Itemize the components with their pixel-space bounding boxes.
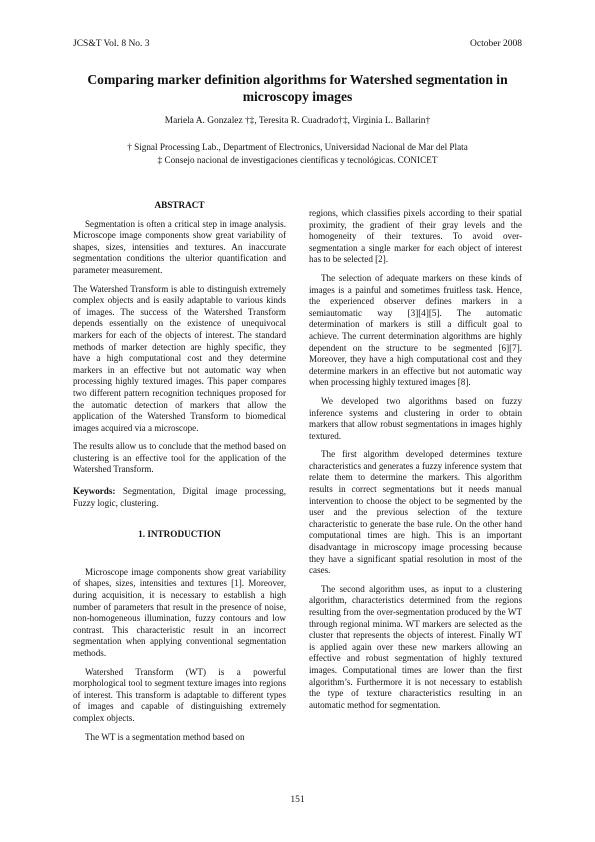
body-paragraph: The first algorithm developed determines texture characteristics and generates a fuzzy inference system that relate them to determine the markers. This algorithm results in correct segmentations but it needs manual intervention to choose the object to be segmented by the user and the previous selection of the texture characteristic to generate the base rule. On the other hand computational times are high. This is an important disadvantage in microscopy image processing because they have a significant spatial resolution in most of the cases. [309,449,522,576]
keywords-label: Keywords: [73,486,116,497]
abstract-paragraph: The results allow us to conclude that the method based on clustering is an effective tool for the application of the Watershed Transform. [73,441,286,475]
keywords [73,486,286,509]
abstract-paragraph: Segmentation is often a critical step in image analysis. Microscope image components show great variability of shapes, sizes, intensities and textures. An inaccurate segmentation conditions the ulterior quantification and parameter measurement. [73,218,286,275]
abstract-heading: ABSTRACT [154,200,205,210]
page-number: 151 [290,795,305,805]
abstract-paragraph: The Watershed Transform is able to distinguish extremely complex objects and is easily adaptable to various kinds of images. The success of the Watershed Transform depends essentially on the existence of unequivocal markers for each of the objects of interest. The standard methods of marker detection are highly specific, they have a high computational cost and they determine markers in an effective but not automatic way when processing highly textured images. This paper compares two different pattern recognition techniques proposed for the automatic detection of markers that allow the application of the Watershed Transform to biomedical images acquired via a microscope. [73,283,286,433]
body-paragraph: regions, which classifies pixels according to their spatial proximity, the gradient of their gray levels and the homogeneity of their textures. To avoid over-segmentation a single marker for each object of interest has to be selected [2]. [309,208,522,265]
body-paragraph: The second algorithm uses, as input to a clustering algorithm, characteristics determined from the regions resulting from the over-segmentation produced by the WT through regional minima. WT markers are selected as the cluster that represents the objects of interest. Finally WT is applied again over these new markers allowing an effective and robust segmentation of highly textured images. Computational times are lower than the first algorithm’s. Furthermore it is not necessary to establish the type of texture characteristics resulting in an automatic method for segmentation. [309,583,522,710]
date-header: October 2008 [470,39,522,49]
section-heading-introduction: 1. INTRODUCTION [138,529,221,540]
journal-header: JCS&T Vol. 8 No. 3 [73,39,150,49]
right-column [309,208,522,718]
paper-title: Comparing marker definition algorithms for Watershed segmentation in microscopy images [87,72,508,104]
body-paragraph: Microscope image components show great variability of shapes, sizes, intensities and textures [1]. Moreover, during acquisition, it is necessary to establish a high number of parameters that result in the presence of noise, non-homogeneous illumination, fuzzy contours and low contrast. This characteristic result in an incorrect segmentation when applying conventional segmentation methods. [73,566,286,658]
body-paragraph: Watershed Transform (WT) is a powerful morphological tool to segment texture images into regions of interest. This transform is adaptable to different types of images and capable of distinguishing extremely complex objects. [73,666,286,723]
left-column [73,200,286,750]
affiliation-2: ‡ Consejo nacional de investigaciones científicas y tecnológicas. CONICET [157,155,438,165]
body-paragraph: We developed two algorithms based on fuzzy inference systems and clustering in order to obtain markers that allow robust segmentations in images highly textured. [309,395,522,441]
keywords-text: Segmentation, Digital image processing, Fuzzy logic, clustering. [73,486,286,508]
affiliation-1: † Signal Processing Lab., Department of Electronics, Universidad Nacional de Mar del Plata [127,142,468,152]
authors: Mariela A. Gonzalez †‡, Teresita R. Cuadrado†‡, Virginia L. Ballarin† [164,116,431,126]
body-paragraph: The WT is a segmentation method based on [85,731,245,742]
body-paragraph: The selection of adequate markers on these kinds of images is a painful and sometimes fruitless task. Hence, the experienced observer defines markers in a semiautomatic way [3][4][5]. The automatic determination of markers is still a difficult goal to achieve. The current determination algorithms are highly dependent on the structure to be segmented [6][7]. Moreover, they have a high computational cost and they determine markers in an effective but not automatic way when processing highly textured images [8]. [309,272,522,388]
